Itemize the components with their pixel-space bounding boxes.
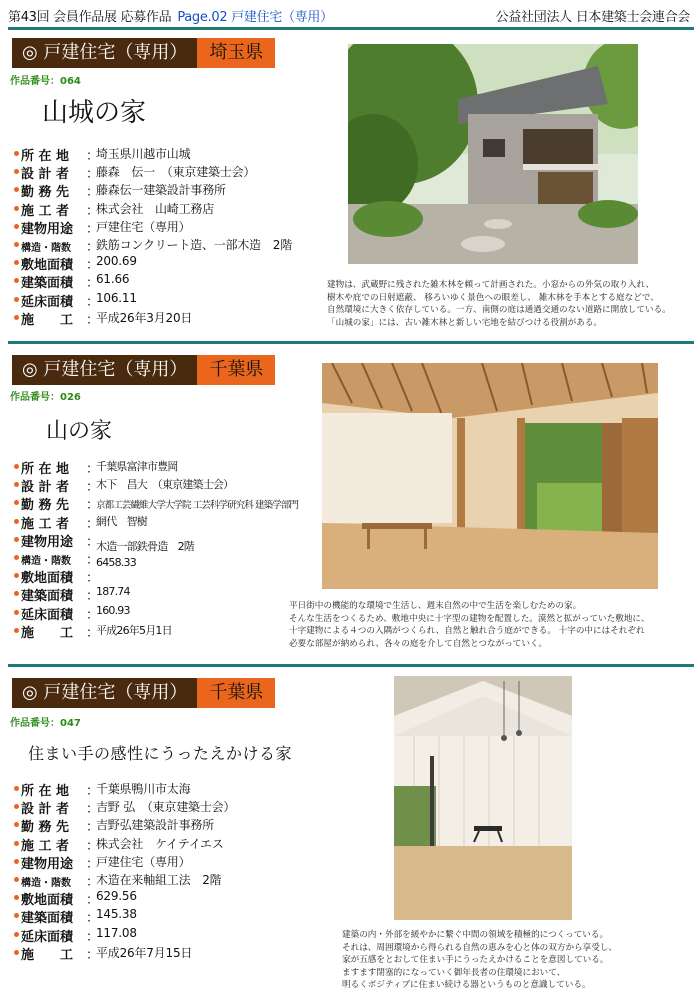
entry-3-prefecture: 千葉県 — [197, 678, 275, 708]
entry-2-work-number: 作品番号：026 — [10, 392, 81, 403]
bullet-icon — [14, 224, 19, 229]
entry-3-category-tag — [12, 678, 275, 708]
bullet-icon — [14, 895, 19, 900]
entry-1-category-tag — [12, 38, 275, 68]
entry-1-work-number: 作品番号：064 — [10, 76, 81, 87]
bullet-icon — [14, 278, 19, 283]
bullet-icon — [14, 877, 19, 882]
entry-1-photo — [348, 44, 638, 264]
entry-3-caption: 建築の内・外部を緩やかに繋ぐ中間の領域を積極的につくっている。 それは、周囲環境から得られる自然の恵みを心と体の双方から享受し、 家が五感をとおして住まい手にうったえかけることを意図している。 ますます閉塞的になっていく御年長者の住環境において、 明るくポジティブに住まい続ける器というものと意識している。 — [342, 930, 618, 991]
bullet-icon — [14, 206, 19, 211]
bullet-icon — [14, 151, 19, 156]
bullet-icon — [14, 822, 19, 827]
bullet-icon — [14, 555, 19, 560]
entry-2-category-tag — [12, 355, 275, 385]
entry-2-title: 山の家 — [46, 419, 113, 444]
bullet-icon — [14, 537, 19, 542]
bullet-icon — [14, 950, 19, 955]
bullet-icon — [14, 187, 19, 192]
organization-name: 公益社団法人 日本建築士会連合会 — [495, 10, 690, 25]
bullet-icon — [14, 315, 19, 320]
section-divider — [8, 341, 694, 344]
bullet-icon — [14, 610, 19, 615]
bullet-icon — [14, 628, 19, 633]
bullet-icon — [14, 859, 19, 864]
exhibition-title: 第43回 会員作品展 応募作品 — [8, 10, 172, 25]
entry-2-photo — [322, 363, 658, 589]
entry-1-title: 山城の家 — [42, 98, 147, 128]
entry-1-category: ◎ 戸建住宅（専用） — [12, 38, 197, 68]
bullet-icon — [14, 482, 19, 487]
page-indicator: Page.02 戸建住宅（専用） — [177, 10, 333, 25]
bullet-icon — [14, 260, 19, 265]
entry-1-caption: 建物は、武蔵野に残された雑木林を頼って計画された。小窓からの外気の取り入れ、 樹木や庇での日射遮蔽、 移ろいゆく景色への眼差し、 雑木林を手本とする庭などで、 自然環境に大きく依存している。一方、南側の庭は通過交通のない道路に開放している。 「山城の家」には、古い雑木林と新しい宅地を結びつける役割がある。 — [327, 280, 671, 328]
bullet-icon — [14, 169, 19, 174]
section-divider — [8, 664, 694, 667]
bullet-icon — [14, 500, 19, 505]
entry-2-category: ◎ 戸建住宅（専用） — [12, 355, 197, 385]
bullet-icon — [14, 913, 19, 918]
entry-3-work-number: 作品番号：047 — [10, 718, 81, 729]
bullet-icon — [14, 804, 19, 809]
bullet-icon — [14, 464, 19, 469]
bullet-icon — [14, 786, 19, 791]
header-divider — [8, 27, 694, 30]
entry-1-prefecture: 埼玉県 — [197, 38, 275, 68]
header-left — [8, 6, 333, 25]
entry-3-photo — [394, 676, 572, 920]
page-header — [0, 0, 700, 30]
entry-2-prefecture: 千葉県 — [197, 355, 275, 385]
bullet-icon — [14, 932, 19, 937]
bullet-icon — [14, 591, 19, 596]
bullet-icon — [14, 297, 19, 302]
bullet-icon — [14, 573, 19, 578]
bullet-icon — [14, 519, 19, 524]
entry-3-title: 住まい手の感性にうったえかける家 — [28, 744, 293, 763]
entry-3-category: ◎ 戸建住宅（専用） — [12, 678, 197, 708]
entry-2-caption: 平日街中の機能的な環境で生活し、週末自然の中で生活を楽しむための家。 そんな生活をつくるため、敷地中央に十字型の建物を配置した。漠然と拡がっていた敷地に、 十字建物による４つの入隅がつくられ、自然と触れ合う庭ができる。 十字の中にはそれぞれ 必要な部屋が納められ、各々の庭を介して自然とつながっていく。 — [289, 601, 650, 649]
bullet-icon — [14, 242, 19, 247]
bullet-icon — [14, 841, 19, 846]
